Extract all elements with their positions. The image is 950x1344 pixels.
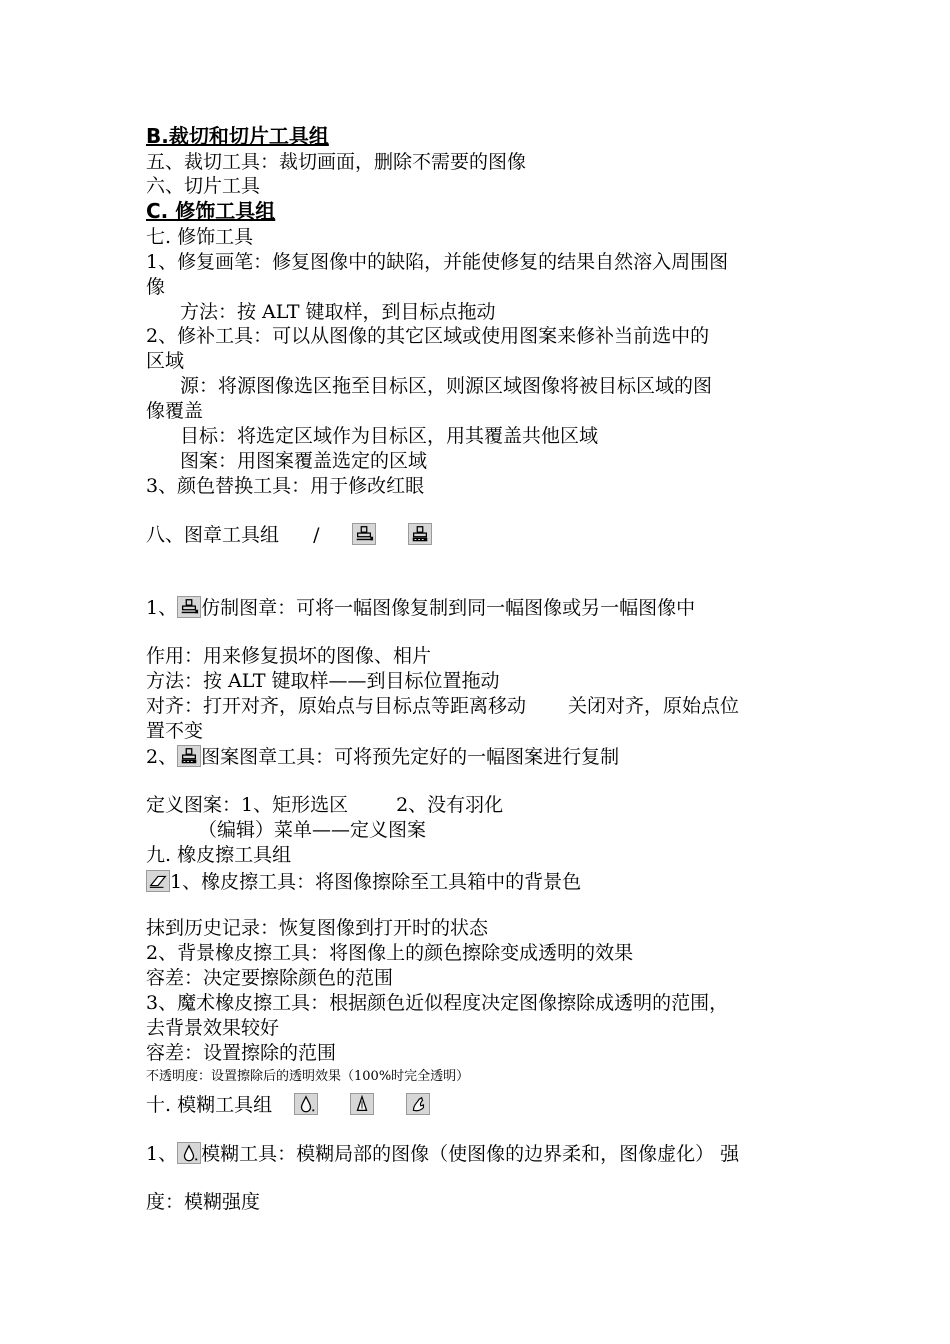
line-magic-eraser: 3、魔术橡皮擦工具：根据颜色近似程度决定图像擦除成透明的范围， xyxy=(146,992,729,1014)
line-opacity-note: 不透明度：设置擦除后的透明效果（100%时完全透明） xyxy=(146,1069,470,1084)
blur-tool-desc: 模糊工具：模糊局部的图像（使图像的边界柔和，图像虚化） 强 xyxy=(201,1143,740,1165)
define-pattern-2: 2、没有羽化 xyxy=(396,794,504,816)
line-define-pattern xyxy=(146,793,503,817)
clone-stamp-desc: 仿制图章：可将一幅图像复制到同一幅图像或另一幅图像中 xyxy=(201,597,696,619)
heading-crop-slice: B.裁切和切片工具组 xyxy=(146,124,329,148)
blur-tool-number: 1、 xyxy=(146,1143,178,1165)
line-crop-tool: 五、裁切工具：裁切画面，删除不需要的图像 xyxy=(146,151,527,173)
line-stamp-group xyxy=(146,523,434,547)
line-history-erase: 抹到历史记录：恢复图像到打开时的状态 xyxy=(146,917,489,939)
line-magic-eraser-tolerance: 容差：设置擦除的范围 xyxy=(146,1042,337,1064)
line-slice-tool: 六、切片工具 xyxy=(146,175,261,197)
line-healing-method: 方法：按 ALT 键取样，到目标点拖动 xyxy=(180,301,496,323)
eraser-desc: 1、橡皮擦工具：将图像擦除至工具箱中的背景色 xyxy=(170,871,582,893)
stamp-group-title: 八、图章工具组 xyxy=(146,524,280,546)
eraser-icon xyxy=(146,870,170,892)
define-pattern-1: 定义图案：1、矩形选区 xyxy=(146,794,349,816)
pattern-stamp-number: 2、 xyxy=(146,746,178,768)
line-blur-group xyxy=(146,1093,432,1117)
align-off: 关闭对齐，原始点位 xyxy=(568,695,740,717)
stamp-group-separator: / xyxy=(313,524,320,546)
line-clone-purpose: 作用：用来修复损坏的图像、相片 xyxy=(146,645,432,667)
heading-retouch: C. 修饰工具组 xyxy=(146,199,276,223)
line-eraser-tool xyxy=(146,870,581,894)
line-magic-eraser-cont: 去背景效果较好 xyxy=(146,1017,280,1039)
pattern-stamp-icon xyxy=(177,745,201,767)
line-patch-source: 源：将源图像选区拖至目标区，则源区域图像将被目标区域的图 xyxy=(180,375,713,397)
smudge-finger-icon xyxy=(406,1093,430,1115)
line-blur-tool xyxy=(146,1142,739,1166)
line-clone-method: 方法：按 ALT 键取样——到目标位置拖动 xyxy=(146,670,500,692)
line-clone-stamp xyxy=(146,596,695,620)
line-patch-target: 目标：将选定区域作为目标区，用其覆盖共他区域 xyxy=(180,425,599,447)
line-clone-align xyxy=(146,694,739,718)
line-healing-brush-cont: 像 xyxy=(146,276,166,298)
align-on: 对齐：打开对齐，原始点与目标点等距离移动 xyxy=(146,695,527,717)
blur-drop-icon xyxy=(294,1093,318,1115)
line-blur-strength: 度：模糊强度 xyxy=(146,1191,261,1213)
line-bg-eraser: 2、背景橡皮擦工具：将图像上的颜色擦除变成透明的效果 xyxy=(146,942,634,964)
line-color-replace: 3、颜色替换工具：用于修改红眼 xyxy=(146,475,425,497)
pattern-stamp-desc: 图案图章工具：可将预先定好的一幅图案进行复制 xyxy=(201,746,620,768)
sharpen-icon xyxy=(350,1093,374,1115)
clone-stamp-icon xyxy=(352,523,376,545)
blur-group-title: 十. 模糊工具组 xyxy=(146,1094,273,1116)
line-healing-brush: 1、修复画笔：修复图像中的缺陷，并能使修复的结果自然溶入周围图 xyxy=(146,251,729,273)
line-pattern-stamp xyxy=(146,745,619,769)
line-eraser-group: 九. 橡皮擦工具组 xyxy=(146,844,292,866)
clone-stamp-icon xyxy=(177,596,201,618)
line-patch-tool: 2、修补工具：可以从图像的其它区域或使用图案来修补当前选中的 xyxy=(146,325,710,347)
line-patch-pattern: 图案：用图案覆盖选定的区域 xyxy=(180,450,428,472)
line-bg-eraser-tolerance: 容差：决定要擦除颜色的范围 xyxy=(146,967,394,989)
clone-stamp-number: 1、 xyxy=(146,597,178,619)
line-define-pattern-menu: （编辑）菜单——定义图案 xyxy=(198,819,427,841)
line-clone-align-cont: 置不变 xyxy=(146,720,204,742)
line-patch-tool-cont: 区域 xyxy=(146,350,185,372)
line-patch-source-cont: 像覆盖 xyxy=(146,400,204,422)
blur-drop-icon xyxy=(177,1142,201,1164)
pattern-stamp-icon xyxy=(408,523,432,545)
line-retouch-tool: 七. 修饰工具 xyxy=(146,226,254,248)
